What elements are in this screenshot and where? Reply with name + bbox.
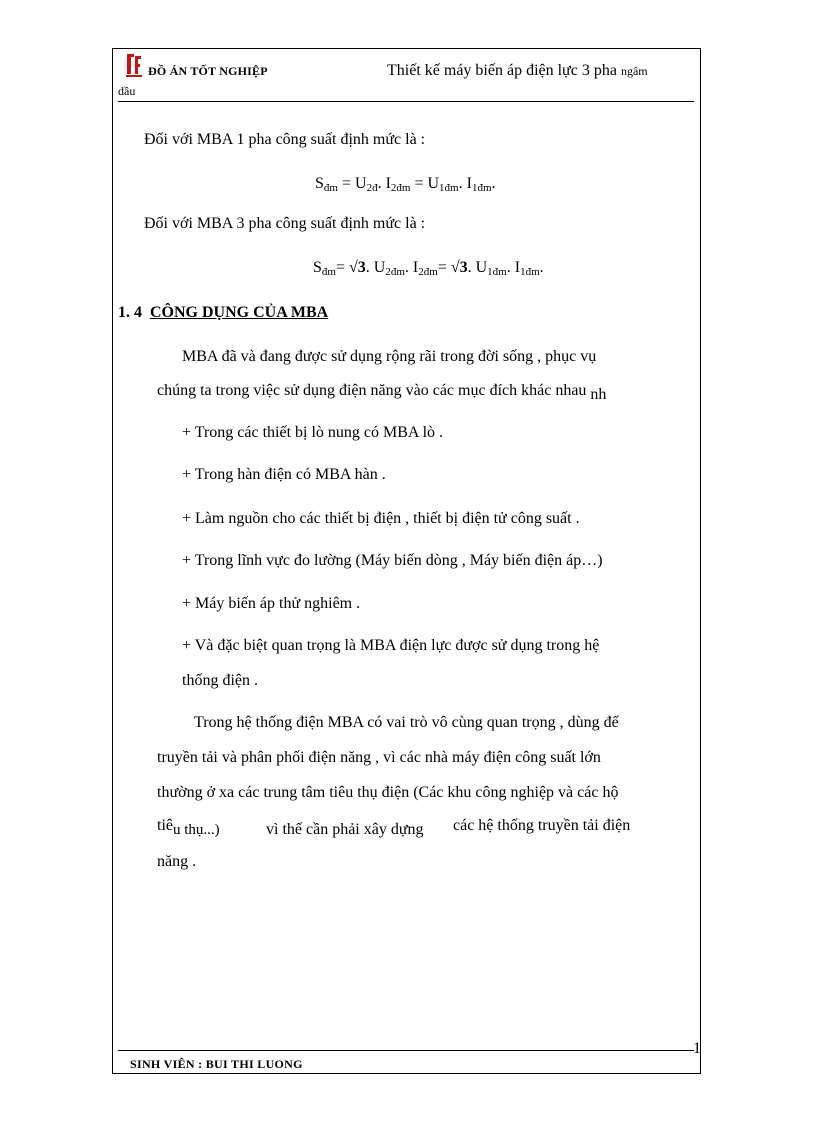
intro-line-1: MBA đã và đang được sử dụng rộng rãi trong đời sống , phục vụ bbox=[182, 348, 597, 365]
body-paragraph-line-1: Trong hệ thống điện MBA có vai trò vô cùng quan trọng , dùng để bbox=[194, 714, 619, 731]
header-project-label: ĐỒ ÁN TỐT NGHIỆP bbox=[148, 64, 268, 78]
logo-icon bbox=[124, 52, 144, 78]
list-item: + Trong lĩnh vực đo lường (Máy biến dòng , Máy biến điện áp…) bbox=[182, 552, 603, 569]
body-paragraph-line-4-end: các hệ thống truyền tải điện bbox=[453, 817, 631, 834]
body-paragraph-line-4-mid: vì thế cần phải xây dựng bbox=[266, 821, 424, 838]
footer-divider bbox=[118, 1050, 694, 1051]
section-number: 1. 4 bbox=[118, 304, 142, 321]
list-item: + Máy biến áp thử nghiêm . bbox=[182, 595, 361, 612]
list-item-continuation: thống điện . bbox=[182, 672, 258, 689]
list-item: + Làm nguồn cho các thiết bị điện , thiết bị điện tử công suất . bbox=[182, 510, 580, 527]
body-paragraph-line-5: năng . bbox=[157, 853, 197, 870]
body-paragraph-line-3: thường ở xa các trung tâm tiêu thụ điện (Các khu công nghiệp và các hộ bbox=[157, 784, 619, 801]
header-title-continuation: dầu bbox=[118, 84, 136, 98]
body-paragraph-line-4: tiêu thụ...) bbox=[157, 817, 220, 838]
equation-1-phase: $S_{đm} = U_{2đ}$. $I_{2đm} = U_{1đm}$. $I_{1đm}$. bbox=[315, 175, 496, 194]
section-title: CÔNG DỤNG CỦA MBA bbox=[150, 304, 329, 321]
list-item: + Trong các thiết bị lò nung có MBA lò . bbox=[182, 424, 444, 441]
header-title-tail: ngâm bbox=[620, 64, 648, 78]
header-title bbox=[387, 62, 648, 80]
header-title-main: Thiết kế máy biến áp điện lực 3 pha bbox=[387, 62, 617, 79]
footer-student: SINH VIÊN : BUI THI LUONG bbox=[130, 1057, 303, 1071]
equation-3-phase: $S_{đm}= √3$. $U_{2đm}$. $I_{2đm}= √3$. $U_{1đm}$. $I_{1đm}$. bbox=[313, 259, 544, 278]
paragraph-1-phase: Đối với MBA 1 pha công suất định mức là : bbox=[144, 131, 426, 148]
paragraph-3-phase: Đối với MBA 3 pha công suất định mức là : bbox=[144, 215, 426, 232]
page-number: 1 bbox=[693, 1040, 701, 1057]
intro-line-2: chúng ta trong việc sử dụng điện năng vào các mục đích khác nhau nh bbox=[157, 382, 607, 403]
section-heading bbox=[118, 304, 328, 322]
list-item: + Và đặc biệt quan trọng là MBA điện lực được sử dụng trong hệ bbox=[182, 637, 600, 654]
list-item: + Trong hàn điện có MBA hàn . bbox=[182, 466, 386, 483]
body-paragraph-line-2: truyền tải và phân phối điện năng , vì các nhà máy điện công suất lớn bbox=[157, 749, 601, 766]
header-divider bbox=[118, 101, 694, 102]
